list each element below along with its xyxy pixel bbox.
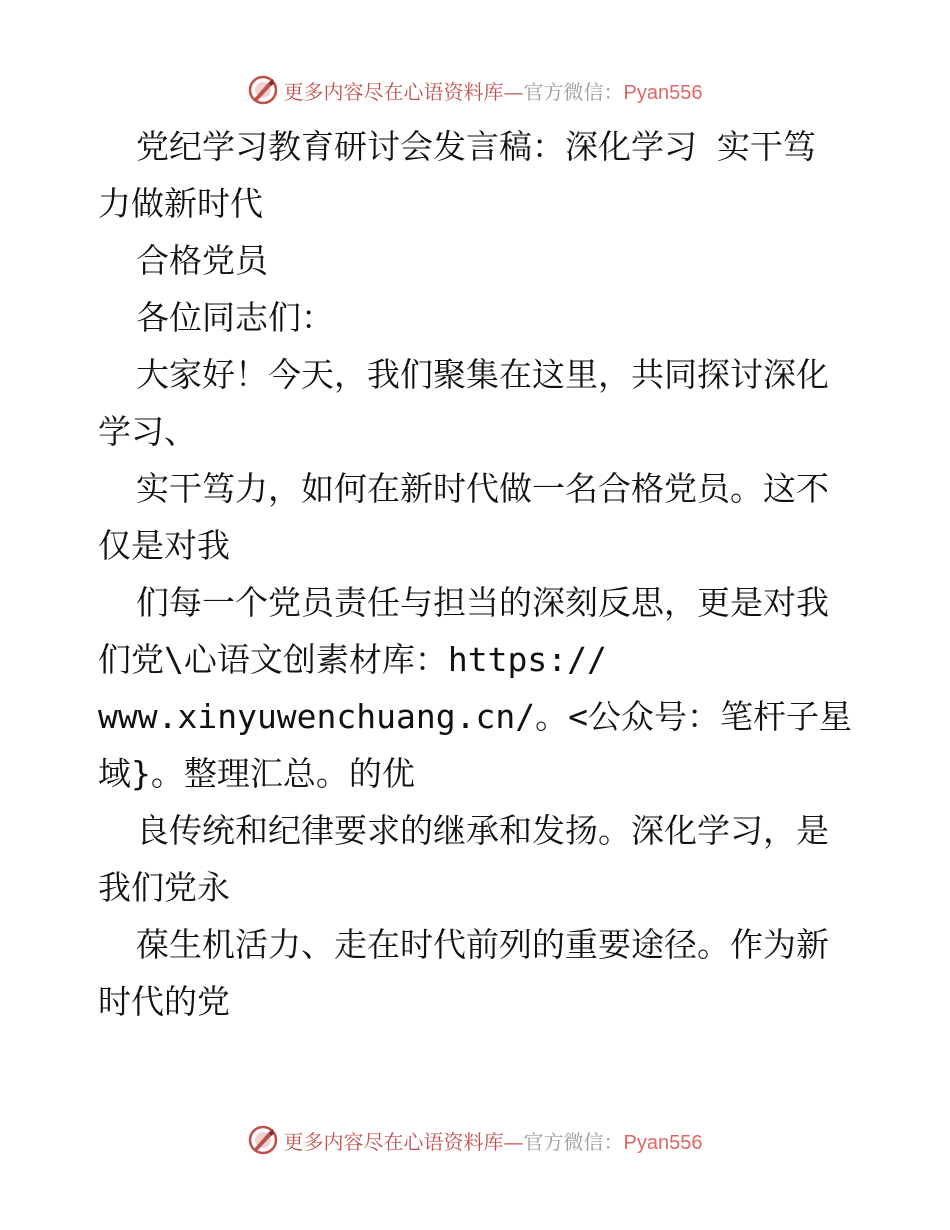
text-line: 葆生机活力、走在时代前列的重要途径。作为新 — [136, 925, 829, 964]
footer-wechat-id: Pyan556 — [623, 1131, 703, 1154]
pen-logo-icon — [248, 1125, 278, 1155]
text-line: 合格党员 — [136, 241, 268, 280]
text-line: www.xinyuwenchuang.cn/。<公众号：笔杆子星 — [98, 697, 852, 736]
text-line: 大家好！今天，我们聚集在这里，共同探讨深化 — [136, 355, 829, 394]
text-line: 党纪学习教育研讨会发言稿：深化学习 实干笃 — [136, 127, 816, 166]
text-line: 们党\心语文创素材库：https:// — [98, 640, 607, 679]
pen-logo-icon — [248, 75, 278, 105]
banner-wechat-label: 官方微信： — [523, 79, 624, 104]
footer-banner — [0, 1120, 950, 1160]
text-line: 时代的党 — [98, 982, 230, 1021]
document-body — [98, 118, 858, 1030]
banner-wechat-id: Pyan556 — [623, 81, 703, 104]
text-line: 仅是对我 — [98, 526, 230, 565]
footer-title: 更多内容尽在心语资料库 — [283, 1129, 504, 1154]
banner-dash: — — [503, 79, 524, 104]
text-line: 域}。整理汇总。的优 — [98, 754, 415, 793]
text-line: 们每一个党员责任与担当的深刻反思，更是对我 — [136, 583, 829, 622]
banner-title: 更多内容尽在心语资料库 — [283, 79, 504, 104]
text-line: 实干笃力，如何在新时代做一名合格党员。这不 — [136, 469, 829, 508]
text-line: 良传统和纪律要求的继承和发扬。深化学习，是 — [136, 811, 829, 850]
text-line: 各位同志们： — [136, 298, 334, 337]
text-line: 我们党永 — [98, 868, 230, 907]
header-banner — [0, 70, 950, 110]
text-line: 学习、 — [98, 412, 197, 451]
footer-dash: — — [503, 1129, 524, 1154]
footer-wechat-label: 官方微信： — [523, 1129, 624, 1154]
text-line: 力做新时代 — [98, 184, 263, 223]
